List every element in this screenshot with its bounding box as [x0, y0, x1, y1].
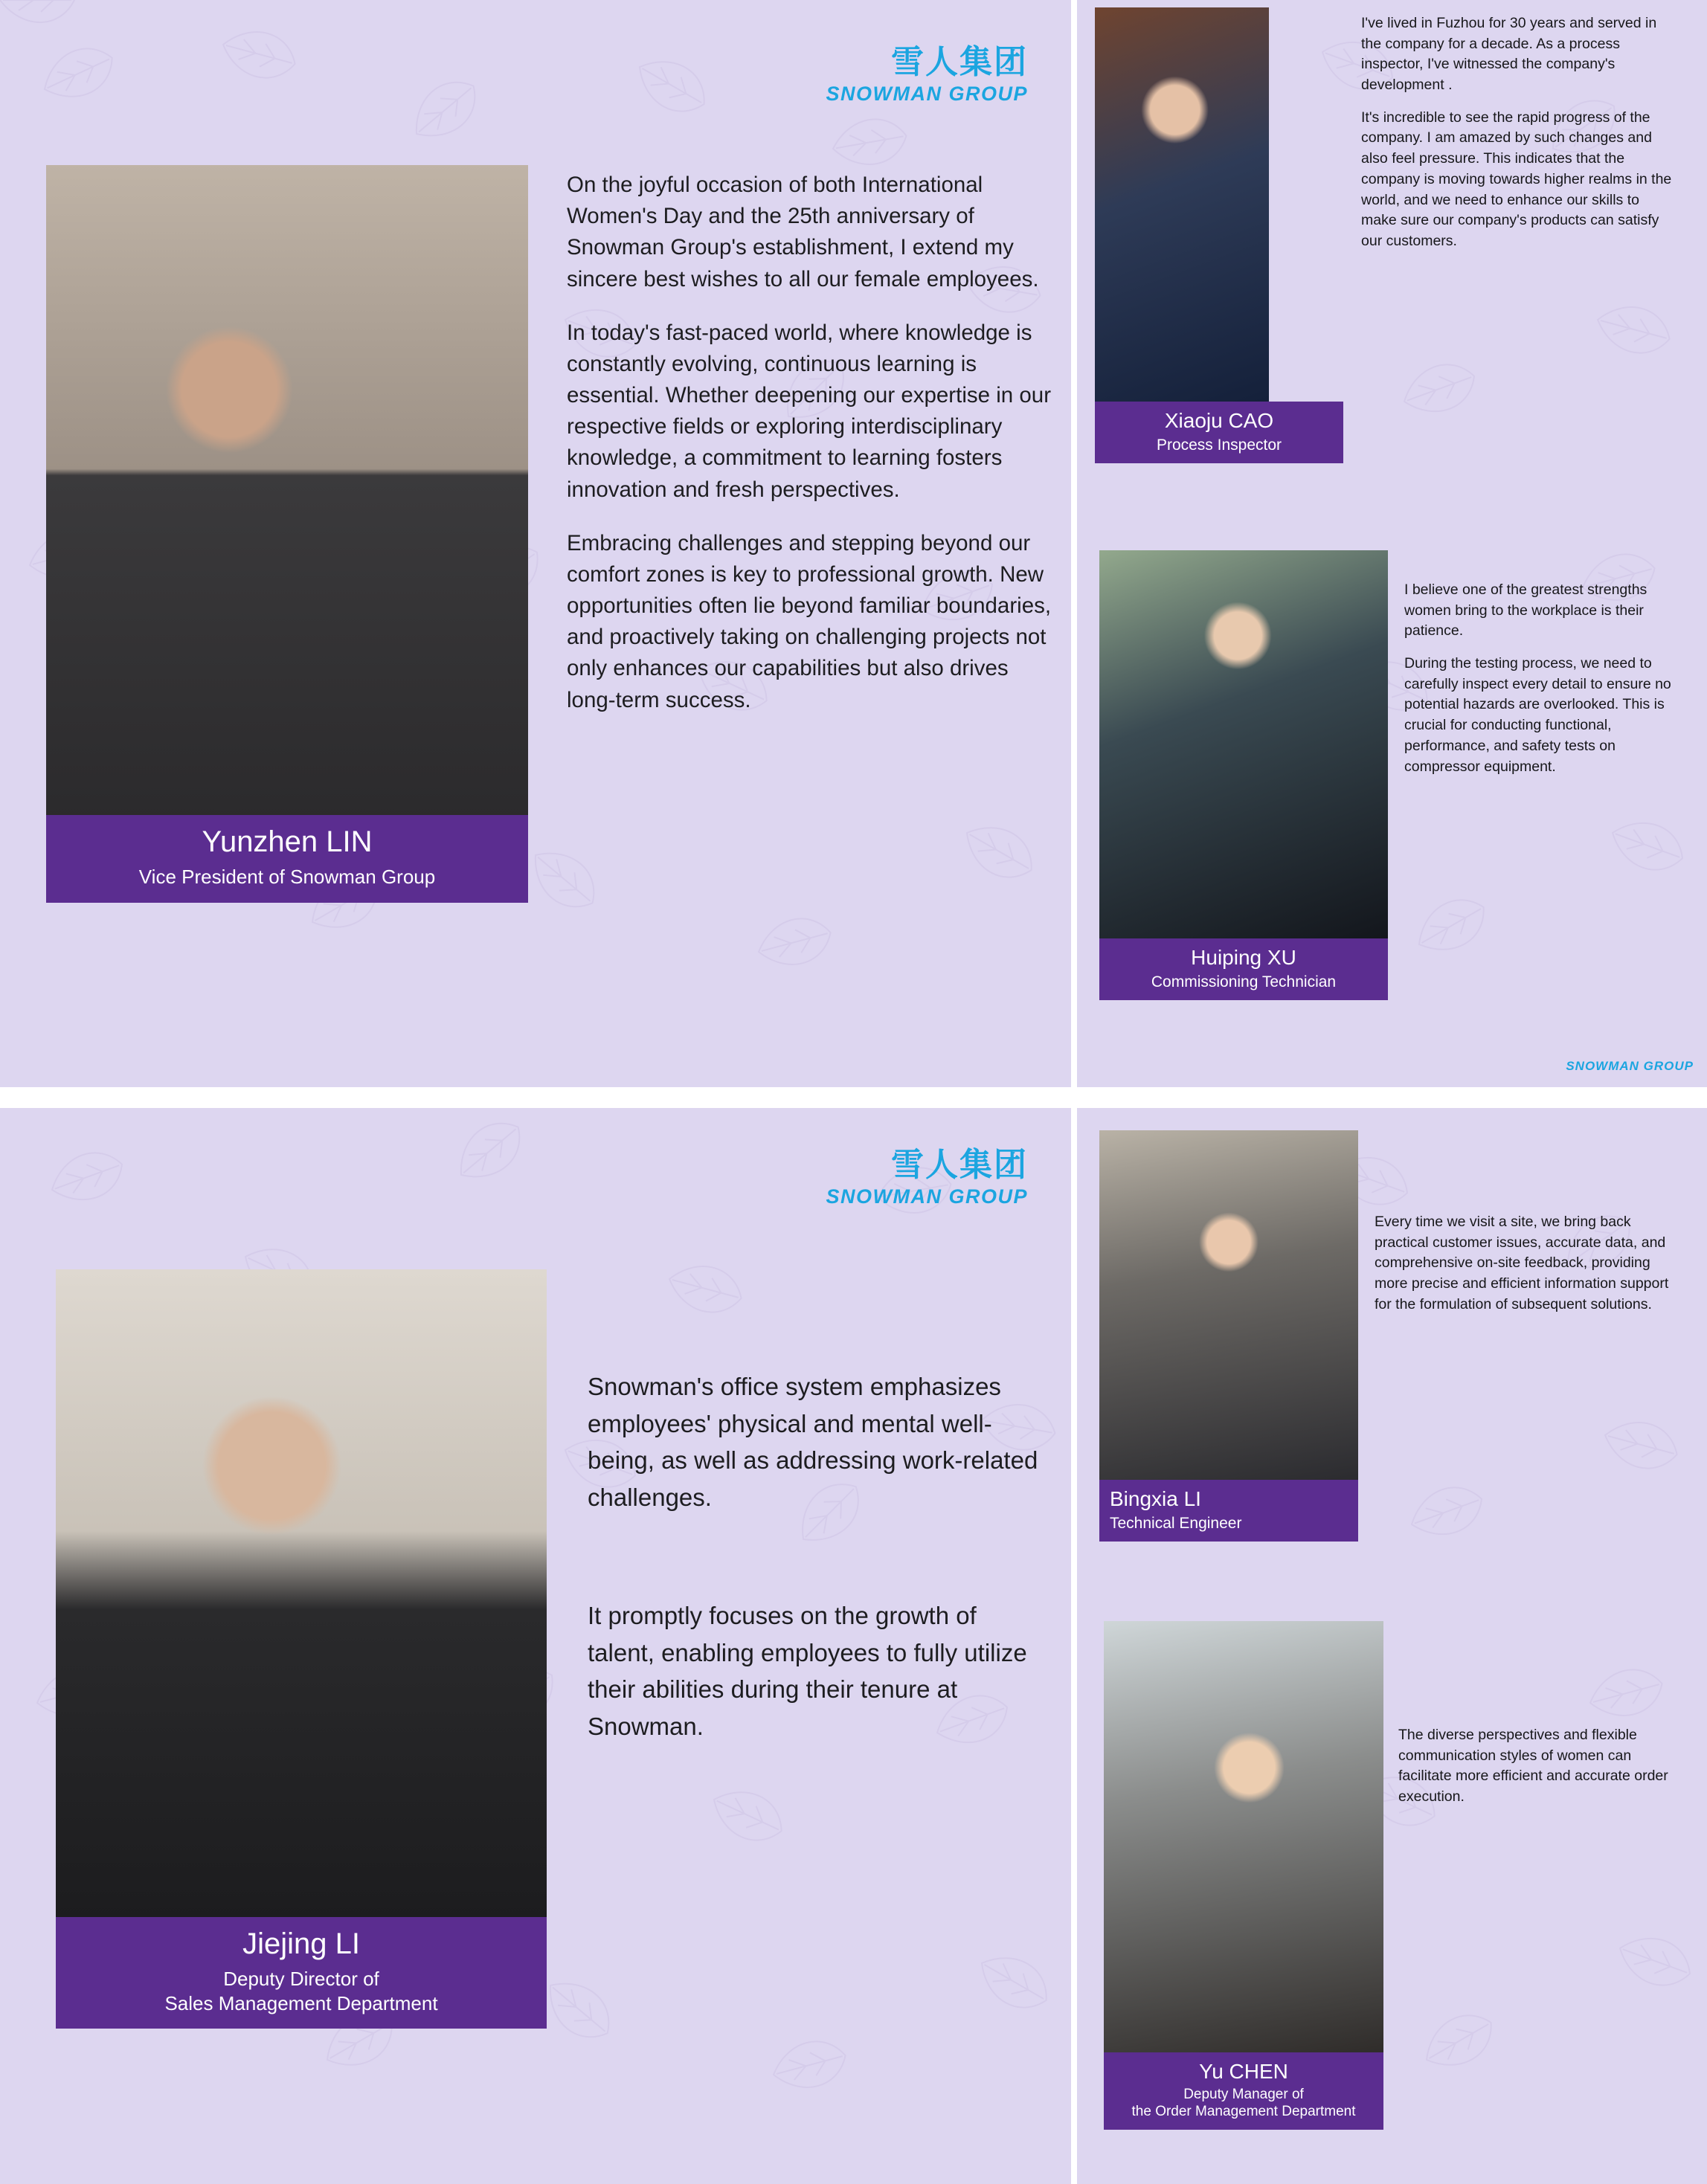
card-name: Xiaoju CAO [1164, 409, 1274, 432]
paragraph: The diverse perspectives and flexible communication styles of women can facilitate more efficient and accurate order execution. [1398, 1727, 1668, 1805]
card-name: Bingxia LI [1110, 1487, 1201, 1510]
paragraph: In today's fast-paced world, where knowledge is constantly evolving, continuous learning is essential. Whether deepening our expertise in our respective fields or exploring interdisciplinary knowledge, a commitment to learning fosters innovation and fresh perspectives. [567, 320, 1052, 502]
feature-photo-yunzhen-lin [46, 165, 528, 825]
card-photo-yu-chen [1104, 1621, 1383, 2052]
card-namebar-yu-chen [1104, 2052, 1383, 2130]
feature-photo-jiejing-li [56, 1269, 547, 1924]
panel-top-right [1077, 0, 1707, 1087]
panel-bottom-right [1077, 1108, 1707, 2184]
paragraph: I've lived in Fuzhou for 30 years and served in the company for a decade. As a process inspector, I've witnessed the company's development . [1361, 15, 1657, 94]
card-photo-huiping-xu [1099, 550, 1388, 938]
card-namebar-xiaoju-cao [1095, 402, 1343, 463]
feature-name: Jiejing LI [242, 1927, 360, 1960]
card-namebar-huiping-xu [1099, 938, 1388, 1000]
card-text-huiping-xu [1404, 580, 1679, 777]
card-text-xiaoju-cao [1361, 13, 1672, 252]
feature-name: Yunzhen LIN [202, 825, 373, 858]
card-name: Huiping XU [1191, 946, 1296, 969]
card-text-yu-chen [1398, 1725, 1679, 1808]
paragraph: During the testing process, we need to carefully inspect every detail to ensure no potential hazards are overlooked. This is crucial for conducting functional, performance, and safety tests on compressor equipment. [1404, 655, 1671, 775]
card-role: Technical Engineer [1110, 1515, 1242, 1532]
feature-text-jiejing-li [588, 1368, 1049, 1745]
card-role: Process Inspector [1156, 437, 1282, 454]
panel-top-left [0, 0, 1071, 1087]
feature-namebar-jiejing-li [56, 1917, 547, 2029]
card-role-line-1: Deputy Manager of [1183, 2087, 1304, 2102]
feature-role: Vice President of Snowman Group [138, 866, 436, 888]
paragraph: Snowman's office system emphasizes employees' physical and mental well-being, as well as addressing work-related challenges. [588, 1373, 1038, 1511]
paragraph: I believe one of the greatest strengths women bring to the workplace is their patience. [1404, 582, 1647, 640]
paragraph: On the joyful occasion of both International Women's Day and the 25th anniversary of Snowman Group's establishment, I extend my sincere best wishes to all our female employees. [567, 173, 1039, 291]
feature-namebar-yunzhen-lin [46, 815, 528, 903]
card-photo-bingxia-li [1099, 1130, 1358, 1480]
paragraph: It promptly focuses on the growth of talent, enabling employees to fully utilize their abilities during their tenure at Snowman. [588, 1602, 1027, 1740]
feature-role-line-2: Sales Management Department [164, 1991, 438, 2014]
card-name: Yu CHEN [1199, 2060, 1288, 2083]
brand-logo-small-top-right: SNOWMAN GROUP [1566, 1059, 1694, 1073]
card-role-line-2: the Order Management Department [1131, 2103, 1356, 2119]
card-namebar-bingxia-li [1099, 1480, 1358, 1542]
paragraph: Every time we visit a site, we bring back practical customer issues, accurate data, and comprehensive on-site feedback, providing more precise and efficient information support for the formulation of subsequent solutions. [1375, 1214, 1669, 1312]
paragraph: Embracing challenges and stepping beyond our comfort zones is key to professional growth. New opportunities often lie beyond familiar boundaries, and proactively taking on challenging projects not only enhances our capabilities but also drives long-term success. [567, 530, 1052, 712]
feature-text-yunzhen-lin [567, 170, 1058, 716]
panel-bottom-left [0, 1108, 1071, 2184]
paragraph: It's incredible to see the rapid progress of the company. I am amazed by such changes and also feel pressure. This indicates that the company is moving towards higher realms in the world, and we need to enhance our skills to make sure our company's products can satisfy our customers. [1361, 109, 1672, 249]
brand-logo-top-left: 雪人集团 SNOWMAN GROUP [826, 43, 1028, 105]
brand-logo-bottom-left: 雪人集团 SNOWMAN GROUP [826, 1146, 1028, 1208]
feature-role-line-1: Deputy Director of [223, 1968, 379, 1990]
card-photo-xiaoju-cao [1095, 7, 1269, 402]
card-role: Commissioning Technician [1151, 973, 1337, 990]
card-text-bingxia-li [1375, 1212, 1672, 1315]
